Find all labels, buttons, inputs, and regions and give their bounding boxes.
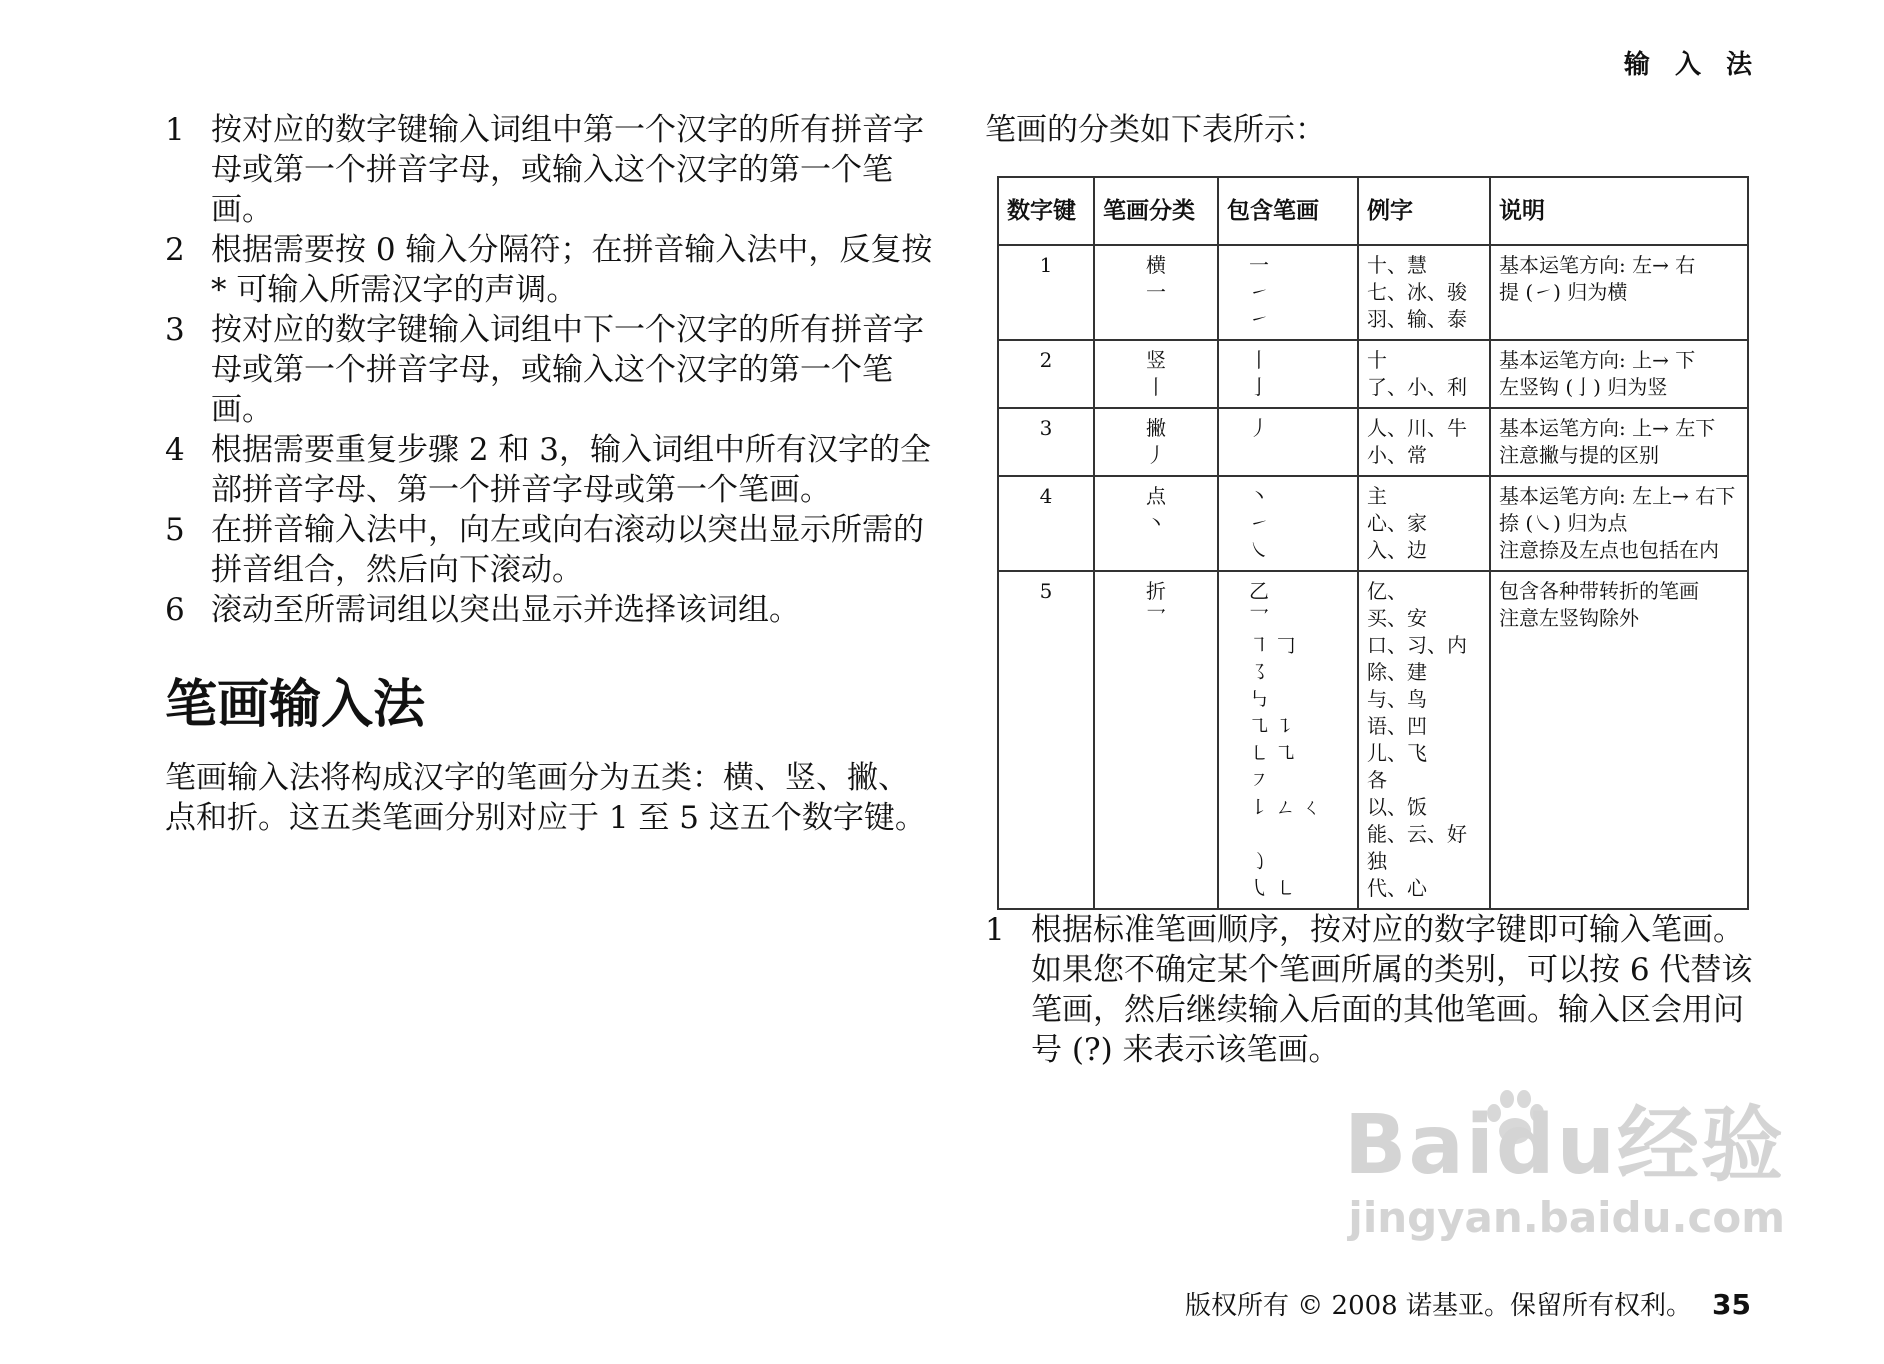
cell-notes: [1490, 245, 1748, 340]
step-text: 根据需要重复步骤 2 和 3，输入词组中所有汉字的全部拼音字母、第一个拼音字母或第一个笔画。: [211, 432, 932, 508]
cell-line: 能、云、好: [1367, 822, 1467, 846]
cell-line: 点: [1146, 484, 1166, 508]
cell-line: 人、川、牛: [1367, 416, 1467, 440]
cell-line: 注意左竖钩除外: [1499, 606, 1639, 630]
cell-line: 独: [1367, 849, 1387, 873]
cell-line: 一: [1249, 253, 1269, 277]
table-row: [998, 340, 1748, 408]
cell-line: 儿、飞: [1367, 741, 1427, 765]
cell-key: 2: [998, 340, 1094, 408]
cell-line: ㇁: [1249, 849, 1269, 873]
list-item: [165, 230, 935, 310]
cell-line: 基本运笔方向: 左上→ 右下: [1499, 484, 1736, 508]
cell-line: 横: [1146, 253, 1166, 277]
step-paragraph: 根据标准笔画顺序，按对应的数字键即可输入笔画。: [1031, 912, 1744, 948]
cell-key: 3: [998, 408, 1094, 476]
step-number: 3: [165, 312, 185, 348]
header-class: 笔画分类: [1094, 177, 1218, 245]
cell-line: ㇏: [1249, 538, 1269, 562]
cell-class: [1094, 245, 1218, 340]
cell-line: 十、慧: [1367, 253, 1427, 277]
cell-line: ㇉: [1249, 687, 1269, 711]
header-examples: 例字: [1358, 177, 1490, 245]
cell-line: ㇙ ㄥ ㄑ: [1249, 795, 1322, 819]
right-column: [985, 110, 1765, 1070]
cell-notes: [1490, 476, 1748, 571]
cell-line: 丨: [1146, 375, 1166, 399]
cell-line: ㇄ ㇈: [1249, 741, 1296, 765]
cell-line: 心、家: [1367, 511, 1427, 535]
page-footer: [1185, 1285, 1785, 1322]
cell-line: 羽、输、泰: [1367, 307, 1467, 331]
cell-examples: [1358, 571, 1490, 909]
cell-examples: [1358, 408, 1490, 476]
table-row: [998, 408, 1748, 476]
cell-key: 1: [998, 245, 1094, 340]
cell-line: 十: [1367, 348, 1387, 372]
step-number: 1: [165, 112, 185, 148]
cell-line: 丶: [1249, 484, 1269, 508]
list-item: [165, 430, 935, 510]
cell-line: [1249, 821, 1349, 848]
page-number: 35: [1711, 1288, 1751, 1321]
list-item: [165, 310, 935, 430]
cell-line: ㇕ 𠃌: [1249, 633, 1296, 657]
cell-line: 亿、: [1367, 579, 1407, 603]
cell-line: 左竖钩 (亅) 归为竖: [1499, 375, 1668, 399]
cell-strokes: [1218, 571, 1358, 909]
cell-line: 丿: [1249, 416, 1269, 440]
cell-line: 亅: [1249, 375, 1269, 399]
cell-line: 基本运笔方向: 上→ 下: [1499, 348, 1696, 372]
cell-line: 提 (㇀) 归为横: [1499, 280, 1628, 304]
cell-line: 代、心: [1367, 876, 1427, 900]
step-paragraph: 如果您不确定某个笔画所属的类别，可以按 6 代替该笔画，然后继续输入后面的其他笔画。输入区会用问号 (?) 来表示该笔画。: [1031, 952, 1753, 1068]
cell-line: 折: [1146, 579, 1166, 603]
cell-line: 注意撇与提的区别: [1499, 443, 1659, 467]
left-column: [165, 110, 935, 838]
cell-line: 注意捺及左点也包括在内: [1499, 538, 1719, 562]
cell-examples: [1358, 476, 1490, 571]
cell-key: 4: [998, 476, 1094, 571]
right-step-list: [985, 910, 1765, 1070]
cell-line: ㇈ ㇊: [1249, 714, 1296, 738]
list-item: [165, 110, 935, 230]
step-number: 6: [165, 592, 185, 628]
cell-line: 乛: [1146, 606, 1166, 630]
cell-strokes: [1218, 476, 1358, 571]
cell-line: 竖: [1146, 348, 1166, 372]
list-item: [165, 590, 935, 630]
cell-line: 语、凹: [1367, 714, 1427, 738]
list-item: [985, 910, 1765, 1070]
table-intro: 笔画的分类如下表所示：: [985, 112, 1326, 148]
step-text: 按对应的数字键输入词组中下一个汉字的所有拼音字母或第一个拼音字母，或输入这个汉字的第一个笔画。: [211, 312, 924, 428]
cell-line: 小、常: [1367, 443, 1427, 467]
list-item: [165, 510, 935, 590]
cell-line: ㇌: [1249, 660, 1269, 684]
header-key: 数字键: [998, 177, 1094, 245]
cell-line: ㇀: [1249, 307, 1269, 331]
header-notes: 说明: [1490, 177, 1748, 245]
step-number: 5: [165, 512, 185, 548]
cell-notes: [1490, 571, 1748, 909]
step-text: 根据需要按 0 输入分隔符；在拼音输入法中，反复按 * 可输入所需汉字的声调。: [211, 232, 933, 308]
cell-strokes: [1218, 245, 1358, 340]
cell-class: [1094, 340, 1218, 408]
cell-line: 一: [1146, 280, 1166, 304]
cell-line: 丿: [1146, 443, 1166, 467]
step-text: [1031, 910, 1765, 1070]
cell-line: 入、边: [1367, 538, 1427, 562]
watermark: [1325, 1080, 1785, 1242]
cell-line: 七、冰、骏: [1367, 280, 1467, 304]
copyright-text: 版权所有 © 2008 诺基亚。保留所有权利。: [1185, 1291, 1692, 1321]
cell-line: 乛: [1249, 606, 1269, 630]
cell-line: 撇: [1146, 416, 1166, 440]
cell-line: 捺 (㇏) 归为点: [1499, 511, 1628, 535]
step-text: 按对应的数字键输入词组中第一个汉字的所有拼音字母或第一个拼音字母，或输入这个汉字的第一个笔画。: [211, 112, 924, 228]
step-number: 4: [165, 432, 185, 468]
step-number: 2: [165, 232, 185, 268]
cell-line: 乙: [1249, 579, 1269, 603]
cell-line: 包含各种带转折的笔画: [1499, 579, 1699, 603]
cell-examples: [1358, 245, 1490, 340]
cell-examples: [1358, 340, 1490, 408]
cell-line: 了、小、利: [1367, 375, 1467, 399]
table-row: [998, 245, 1748, 340]
table-row: [998, 571, 1748, 909]
step-text: 在拼音输入法中，向左或向右滚动以突出显示所需的拼音组合，然后向下滚动。: [211, 512, 924, 588]
cell-line: ㇂ ㇄: [1249, 876, 1296, 900]
header-strokes: 包含笔画: [1218, 177, 1358, 245]
cell-class: [1094, 408, 1218, 476]
cell-line: 丨: [1249, 348, 1269, 372]
cell-line: ㇇: [1249, 768, 1269, 792]
cell-line: ㇀: [1249, 511, 1269, 535]
cell-line: 买、安: [1367, 606, 1427, 630]
cell-notes: [1490, 408, 1748, 476]
cell-line: 与、鸟: [1367, 687, 1427, 711]
table-header-row: [998, 177, 1748, 245]
stroke-table-body: [998, 245, 1748, 909]
cell-line: 口、习、内: [1367, 633, 1467, 657]
cell-line: 以、饭: [1367, 795, 1427, 819]
cell-line: 基本运笔方向: 左→ 右: [1499, 253, 1696, 277]
watermark-brand: Baidu经验: [1343, 1098, 1785, 1193]
cell-line: 基本运笔方向: 上→ 左下: [1499, 416, 1716, 440]
stroke-table: [997, 176, 1749, 910]
cell-line: 各: [1367, 768, 1387, 792]
section-body: 笔画输入法将构成汉字的笔画分为五类：横、竖、撇、点和折。这五类笔画分别对应于 1 至 5 这五个数字键。: [165, 760, 926, 837]
cell-strokes: [1218, 340, 1358, 408]
left-step-list: [165, 110, 935, 630]
cell-line: 丶: [1146, 511, 1166, 535]
cell-notes: [1490, 340, 1748, 408]
step-text: 滚动至所需词组以突出显示并选择该词组。: [211, 592, 800, 628]
cell-line: ㇀: [1249, 280, 1269, 304]
cell-class: [1094, 476, 1218, 571]
step-number: 1: [985, 912, 1005, 948]
table-row: [998, 476, 1748, 571]
cell-line: 除、建: [1367, 660, 1427, 684]
watermark-url: jingyan.baidu.com: [1348, 1193, 1785, 1242]
running-header: 输 入 法: [1623, 50, 1760, 80]
cell-class: [1094, 571, 1218, 909]
section-title: 笔画输入法: [165, 675, 426, 735]
cell-strokes: [1218, 408, 1358, 476]
cell-key: 5: [998, 571, 1094, 909]
cell-line: 主: [1367, 484, 1387, 508]
